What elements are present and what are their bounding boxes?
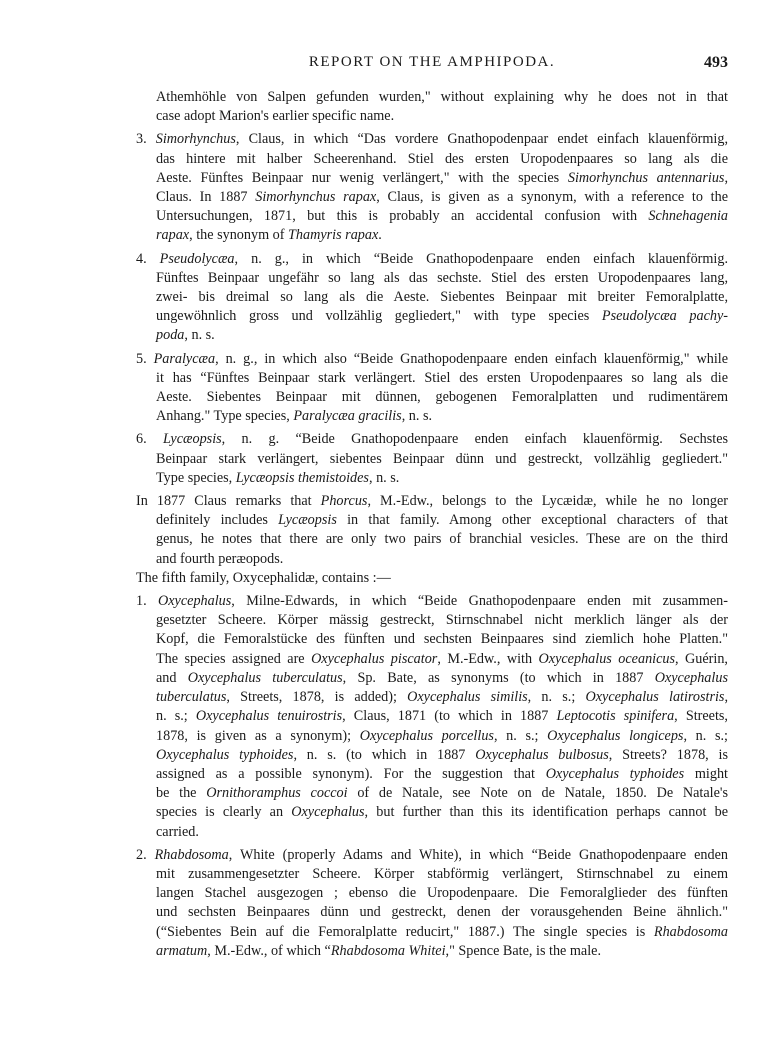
text-line: assigned as a possible synonym). For the suggestion that Oxycephalus typhoides might [156,765,728,782]
text-line: ungewöhnlich gross und vollzählig gegliedert," with type species Pseudolycæa pachy- [156,308,728,325]
text-line: gesetzter Scheere. Körper mässig gestreckt, Stirnschnabel nicht merklich länger als der [156,612,728,629]
text-line: Claus. In 1887 Simorhynchus rapax, Claus, is given as a synonym, with a reference to the [156,189,729,206]
text-line: definitely includes Lycæopsis in that family. Among other exceptional characters of that [156,512,728,529]
text-line: species is clearly an Oxycephalus, but further than this its identification perhaps cannot be [156,804,729,821]
text-line: Aeste. Fünftes Beinpaar nur wenig verlängert," with the species Simorhynchus antennarius, [156,169,729,186]
text-line: 3. Simorhynchus, Claus, in which “Das vordere Gnathopodenpaar endet einfach klauenförmig, [136,131,729,148]
text-line: 5. Paralycæa, n. g., in which also “Beide Gnathopodenpaare enden einfach klauenförmig," while [136,350,729,367]
text-line: it has “Fünftes Beinpaar stark verlängert. Stiel des ersten Uropodenpaares so lang als die [156,369,728,386]
page-number: 493 [704,54,728,71]
text-line: Type species, Lycæopsis themistoides, n. s. [156,469,400,486]
text-line: The fifth family, Oxycephalidæ, contains :— [136,569,391,586]
running-title: REPORT ON THE AMPHIPODA. [308,54,556,70]
text-line: Anhang." Type species, Paralycæa gracilis, n. s. [156,408,433,425]
body-text [136,88,728,961]
text-line: be the Ornithoramphus coccoi of de Natale, see Note on de Natale, 1850. De Natale's [156,785,728,802]
text-line: das hintere mit halber Scheerenhand. Stiel des ersten Uropodenpaares so lang als die [156,150,728,167]
text-line: genus, he notes that there are only two pairs of branchial vesicles. These are on the third [156,531,728,548]
text-line: Aeste. Siebentes Beinpaar mit dünnen, gebogenen Femoralplatten und rudimentärem [156,389,728,406]
text-line: und sechsten Beinpaares dünn und gestreckt, denen der vorausgehenden Beine ähnlich." [156,904,728,921]
text-line: 4. Pseudolycæa, n. g., in which “Beide Gnathopodenpaare enden einfach klauenförmig. [136,250,729,267]
text-line: In 1877 Claus remarks that Phorcus, M.-Edw., belongs to the Lycæidæ, while he no longer [136,493,728,510]
text-line: zwei- bis dreimal so lang als die Aeste. Siebentes Beinpaar mit breiter Femoralplatte, [156,289,728,306]
text-line: armatum, M.-Edw., of which “Rhabdosoma Whitei," Spence Bate, is the male. [156,942,602,959]
text-line: Kopf, die Femoralstücke des fünften und sechsten Beinpaares sind ziemlich hohe Platten." [156,631,728,648]
text-line: and Oxycephalus tuberculatus, Sp. Bate, as synonyms (to which in 1887 Oxycephalus [156,669,728,686]
text-line: The species assigned are Oxycephalus piscator, M.-Edw., with Oxycephalus oceanicus, Guérin, [156,650,728,667]
text-line: 6. Lycæopsis, n. g. “Beide Gnathopodenpaare enden einfach klauenförmig. Sechstes [136,431,729,448]
text-line: Fünftes Beinpaar ungefähr so lang als das sechste. Stiel des ersten Uropodenpaares lang, [156,269,728,286]
text-line: (“Siebentes Bein auf die Femoralplatte reducirt," 1887.) The single species is Rhabdosoma [156,923,728,940]
text-line: carried. [156,823,199,840]
text-line: case adopt Marion's earlier specific name. [156,108,395,125]
text-line: Athemhöhle von Salpen gefunden wurden," without explaining why he does not in that [156,89,728,105]
text-line: mit zusammengesetzter Scheere. Körper stabförmig verlängert, Stirnschnabel zu einem [156,865,728,882]
text-line: Untersuchungen, 1871, but this is probably an accidental confusion with Schnehagenia [156,208,728,225]
text-line: Beinpaar stark verlängert, siebentes Beinpaar dünn und gestreckt, vollzählig gegliedert." [156,450,728,467]
text-line: tuberculatus, Streets, 1878, is added); Oxycephalus similis, n. s.; Oxycephalus latirostris, [156,689,729,706]
text-line: and fourth peræopods. [156,550,284,567]
text-line: Oxycephalus typhoides, n. s. (to which in 1887 Oxycephalus bulbosus, Streets? 1878, is [156,746,728,763]
text-line: rapax, the synonym of Thamyris rapax. [156,227,382,244]
text-line: 2. Rhabdosoma, White (properly Adams and White), in which “Beide Gnathopodenpaare enden [136,846,728,863]
text-line: 1. Oxycephalus, Milne-Edwards, in which “Beide Gnathopodenpaare enden mit zusammen- [136,593,728,610]
text-line: n. s.; Oxycephalus tenuirostris, Claus, 1871 (to which in 1887 Leptocotis spinifera, Streets, [156,708,728,725]
text-line: poda, n. s. [156,327,215,344]
running-header [136,54,728,76]
text-line: 1878, is given as a synonym); Oxycephalus porcellus, n. s.; Oxycephalus longiceps, n. s.; [156,727,729,744]
text-line: langen Stachel ausgezogen ; ebenso die Uropodenpaare. Die Femoralglieder des fünften [156,885,728,902]
